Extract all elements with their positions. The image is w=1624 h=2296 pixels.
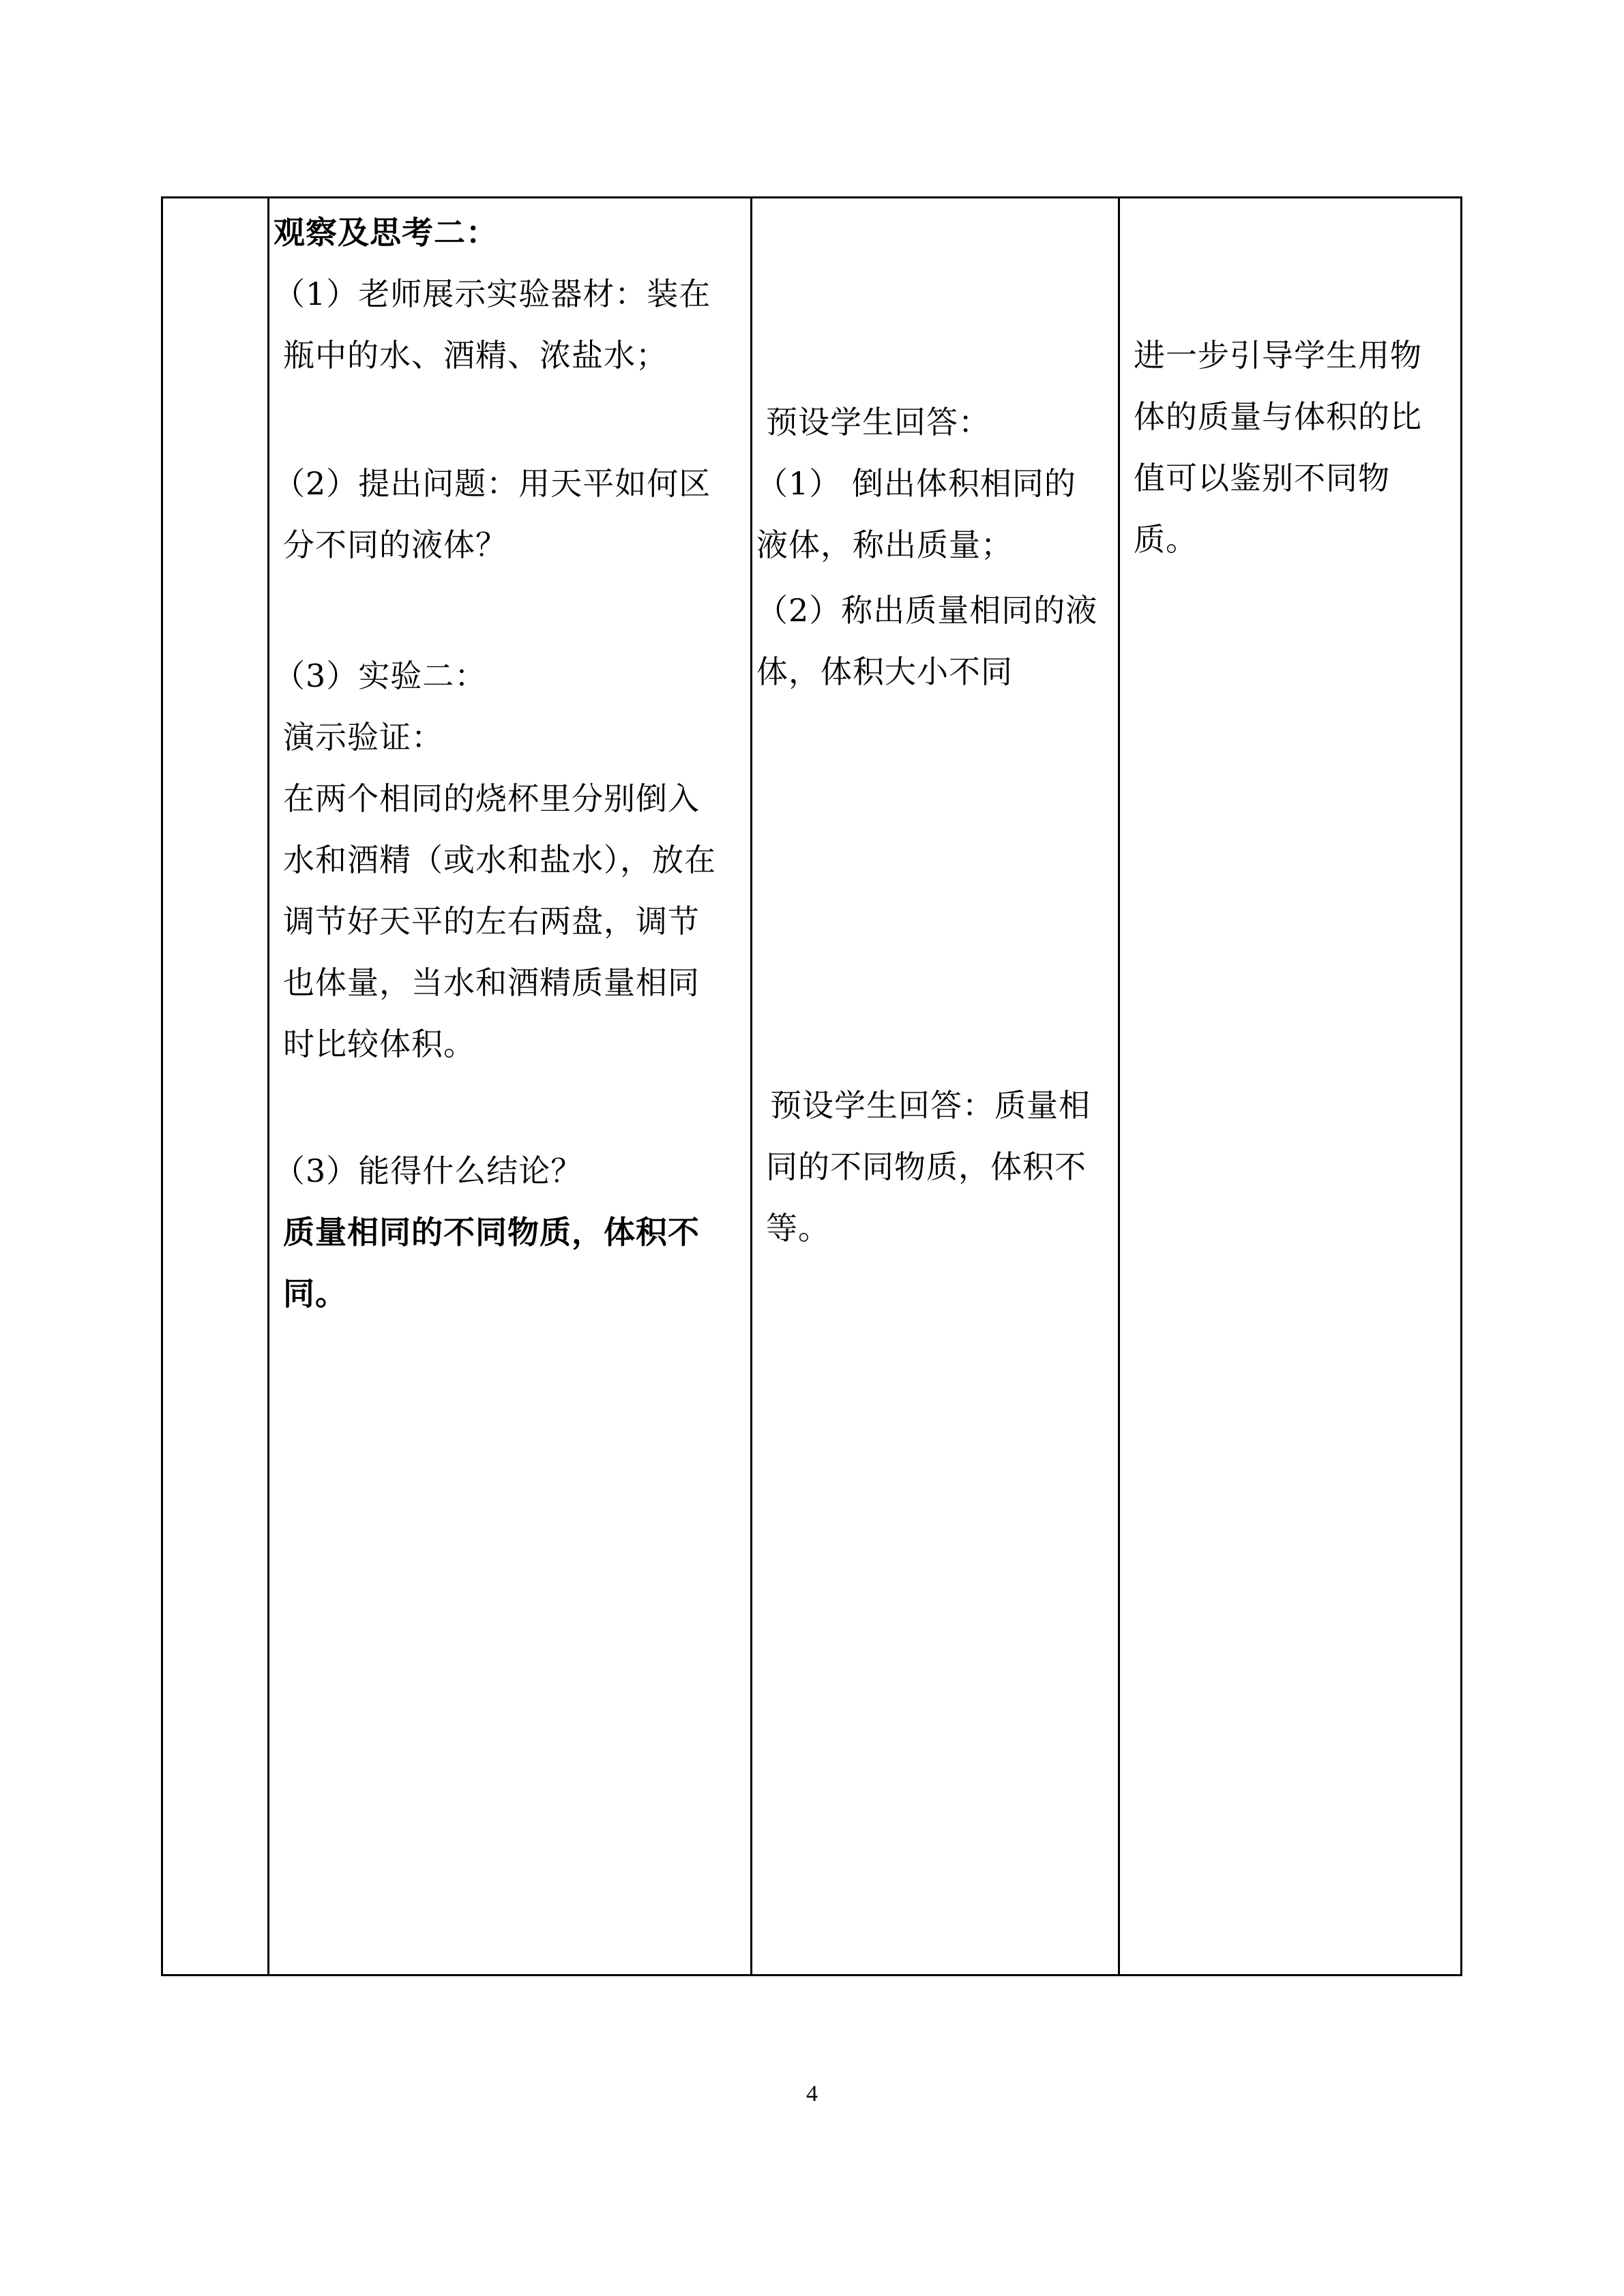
teacher-line: 水和酒精（或水和盐水），放在 [283, 841, 716, 878]
activity-heading: 观察及思考二： [274, 214, 498, 251]
teacher-line: 瓶中的水、酒精、浓盐水； [283, 337, 668, 374]
page-number: 4 [806, 2081, 818, 2106]
intent-line: 进一步引导学生用物 [1134, 337, 1422, 374]
lesson-plan-table [161, 196, 1462, 1976]
student-activity-cell [752, 198, 1118, 1974]
intent-line: 值可以鉴别不同物 [1134, 460, 1390, 496]
teacher-line: （2）提出问题：用天平如何区 [274, 465, 711, 502]
teacher-line: （1）老师展示实验器材：装在 [274, 275, 711, 312]
student-line: 预设学生回答：质量相 [770, 1087, 1091, 1124]
teacher-line: 演示验证： [283, 719, 443, 756]
teacher-line: 在两个相同的烧杯里分别倒入 [283, 780, 700, 817]
student-line: 体，体积大小不同 [756, 653, 1013, 690]
intent-line: 质。 [1134, 521, 1198, 558]
teacher-activity-cell [269, 198, 750, 1974]
teacher-line: 调节好天平的左右两盘，调节 [283, 903, 700, 940]
student-line: 液体，称出质量； [756, 526, 1013, 563]
design-intent-cell [1120, 198, 1462, 1974]
empty-stage-cell [163, 198, 267, 1974]
student-line: 等。 [766, 1210, 830, 1247]
student-line: （1） 倒出体积相同的 [756, 465, 1076, 502]
teacher-line: 分不同的液体？ [283, 526, 507, 563]
teacher-line: 时比较体积。 [283, 1026, 475, 1062]
conclusion-line: 同。 [283, 1275, 347, 1312]
experiment-label: （3）实验二： [274, 657, 487, 694]
teacher-line: 也体量，当水和酒精质量相同 [283, 964, 700, 1001]
teacher-line: （3）能得什么结论？ [274, 1152, 583, 1189]
student-line: （2）称出质量相同的液 [756, 592, 1098, 629]
student-line: 同的不同物质，体积不 [766, 1148, 1087, 1185]
student-line: 预设学生回答： [766, 404, 990, 441]
conclusion-line: 质量相同的不同物质，体积不 [283, 1214, 700, 1251]
intent-line: 体的质量与体积的比 [1134, 398, 1422, 435]
